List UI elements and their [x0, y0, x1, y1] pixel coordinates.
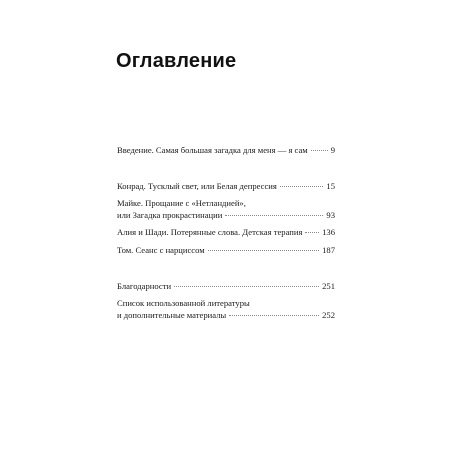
toc-entry-label-line2: или Загадка прокрастинации — [117, 210, 223, 220]
toc-page-number: 15 — [326, 181, 335, 191]
toc-entry-label: Введение. Самая большая загадка для меня — я сам — [117, 145, 308, 155]
toc-line — [117, 309, 335, 321]
toc-entry-label: Конрад. Тусклый свет, или Белая депрессия — [117, 181, 277, 191]
dot-leader — [208, 250, 319, 251]
dot-leader — [174, 286, 319, 287]
dot-leader — [225, 215, 323, 216]
toc-entry-label-line1: Список использованной литературы — [117, 298, 250, 308]
toc-entry-label: Благодарности — [117, 281, 172, 291]
toc-entry-thanks — [117, 280, 335, 292]
toc-page-number: 136 — [322, 227, 335, 237]
toc-page-number: 187 — [322, 245, 335, 255]
toc-entry-aliya — [117, 226, 335, 238]
toc-entry-label: Алия и Шади. Потерянные слова. Детская терапия — [117, 227, 303, 237]
dot-leader — [305, 232, 319, 233]
toc-line — [117, 297, 335, 309]
toc-line — [117, 226, 335, 238]
toc-line — [117, 197, 335, 209]
toc-entry-label-line1: Майке. Прощание с «Нетландией», — [117, 198, 246, 208]
toc-entry-references — [117, 297, 335, 321]
dot-leader — [311, 150, 328, 151]
page-title: Оглавление — [116, 50, 237, 72]
dot-leader — [280, 186, 324, 187]
toc-page-number: 9 — [330, 145, 335, 155]
toc-page-number: 93 — [326, 210, 335, 220]
toc-line — [117, 280, 335, 292]
toc-line — [117, 209, 335, 221]
toc-page-number: 251 — [322, 281, 335, 291]
dot-leader — [229, 315, 319, 316]
toc-entry-konrad — [117, 180, 335, 192]
toc-entry-intro — [117, 144, 335, 156]
toc-entry-label-line2: и дополнительные материалы — [117, 310, 227, 320]
toc-line — [117, 180, 335, 192]
toc-line — [117, 144, 335, 156]
toc-page-number: 252 — [322, 310, 335, 320]
toc-entry-label: Том. Сеанс с нарциссом — [117, 245, 205, 255]
toc-line — [117, 244, 335, 256]
toc-entry-tom — [117, 244, 335, 256]
toc-entry-maike — [117, 197, 335, 221]
